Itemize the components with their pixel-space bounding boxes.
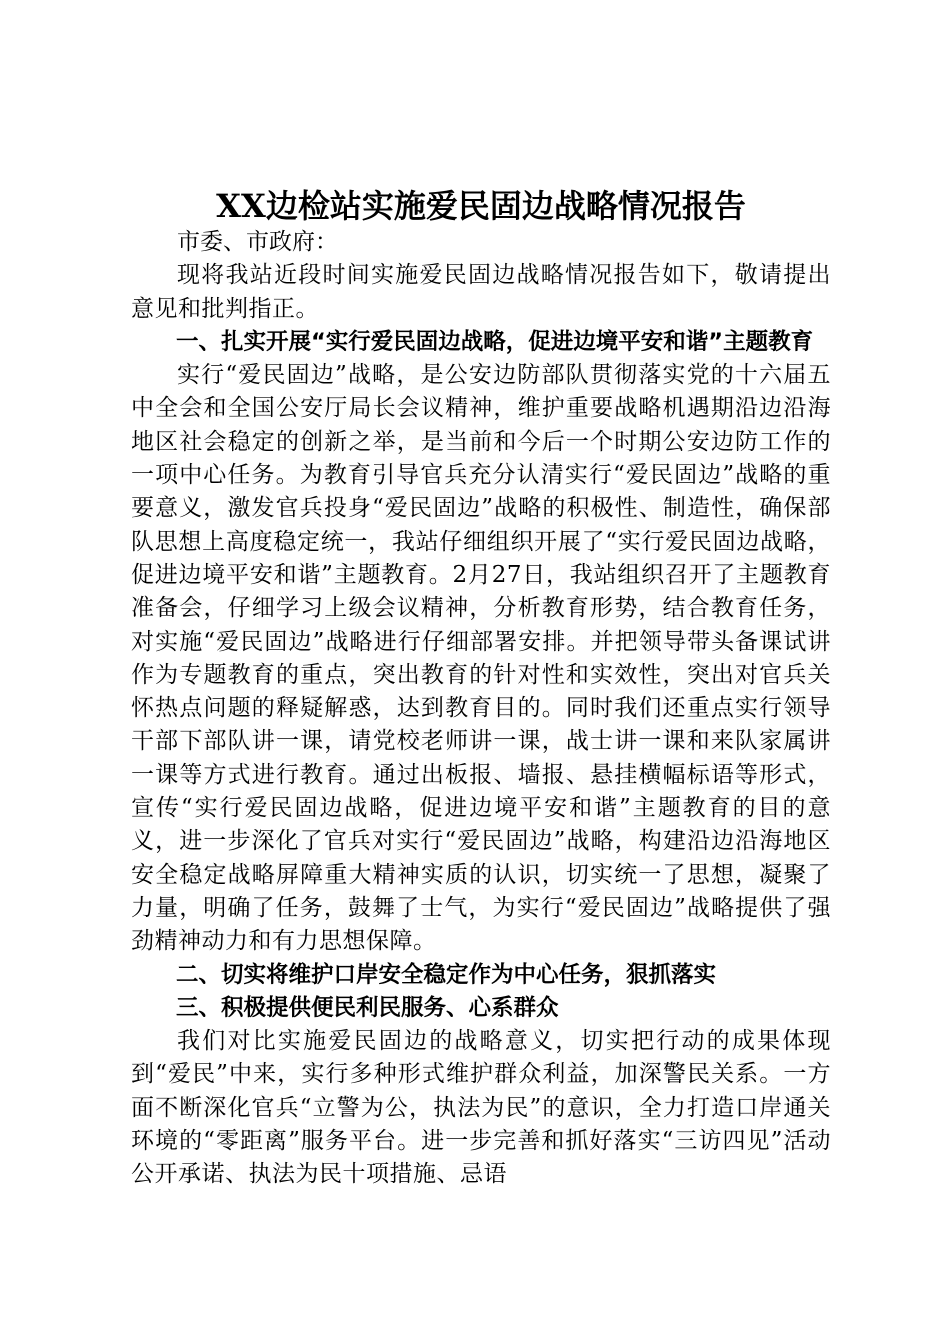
section-3-heading: 三、积极提供便民利民服务、心系群众 [176,994,559,1021]
section-1-paragraph: 实行“爱民固边”战略，是公安边防部队贯彻落实党的十六届五中全会和全国公安厅局长会议精神，维护重要战略机遇期沿边沿海地区社会稳定的创新之举，是当前和今后一个时期公安边防工作的一项中心任务。为教育引导官兵充分认清实行“爱民固边”战略的重要意义，激发官兵投身“爱民固边”战略的积极性、制造性，确保部队思想上高度稳定统一，我站仔细组织开展了“实行爱民固边战略，促进边境平安和谐”主题教育。2月27日，我站组织召开了主题教育准备会，仔细学习上级会议精神，分析教育形势，结合教育任务，对实施“爱民固边”战略进行仔细部署安排。并把领导带头备课试讲作为专题教育的重点，突出教育的针对性和实效性，突出对官兵关怀热点问题的释疑解惑，达到教育目的。同时我们还重点实行领导干部下部队讲一课，请党校老师讲一课，战士讲一课和来队家属讲一课等方式进行教育。通过出板报、墙报、悬挂横幅标语等形式，宣传“实行爱民固边战略，促进边境平安和谐”主题教育的目的意义，进一步深化了官兵对实行“爱民固边”战略，构建沿边沿海地区安全稳定战略屏障重大精神实质的认识，切实统一了思想，凝聚了力量，明确了任务，鼓舞了士气，为实行“爱民固边”战略提供了强劲精神动力和有力思想保障。 [131,362,831,955]
section-1-heading: 一、扎实开展“实行爱民固边战略，促进边境平安和谐”主题教育 [176,328,814,355]
section-3-paragraph: 我们对比实施爱民固边的战略意义，切实把行动的成果体现到“爱民”中来，实行多种形式维护群众利益，加深警民关系。一方面不断深化官兵“立警为公，执法为民”的意识，全力打造口岸通关环境的“零距离”服务平台。进一步完善和抓好落实“三访四见”活动公开承诺、执法为民十项措施、忌语 [131,1028,831,1188]
salutation: 市委、市政府： [177,229,338,255]
section-2-heading: 二、切实将维护口岸安全稳定作为中心任务，狠抓落实 [176,961,717,988]
intro-paragraph: 现将我站近段时间实施爱民固边战略情况报告如下，敬请提出意见和批判指正。 [131,262,831,322]
document-title: XX边检站实施爱民固边战略情况报告 [216,187,746,225]
document-body [131,184,831,1192]
